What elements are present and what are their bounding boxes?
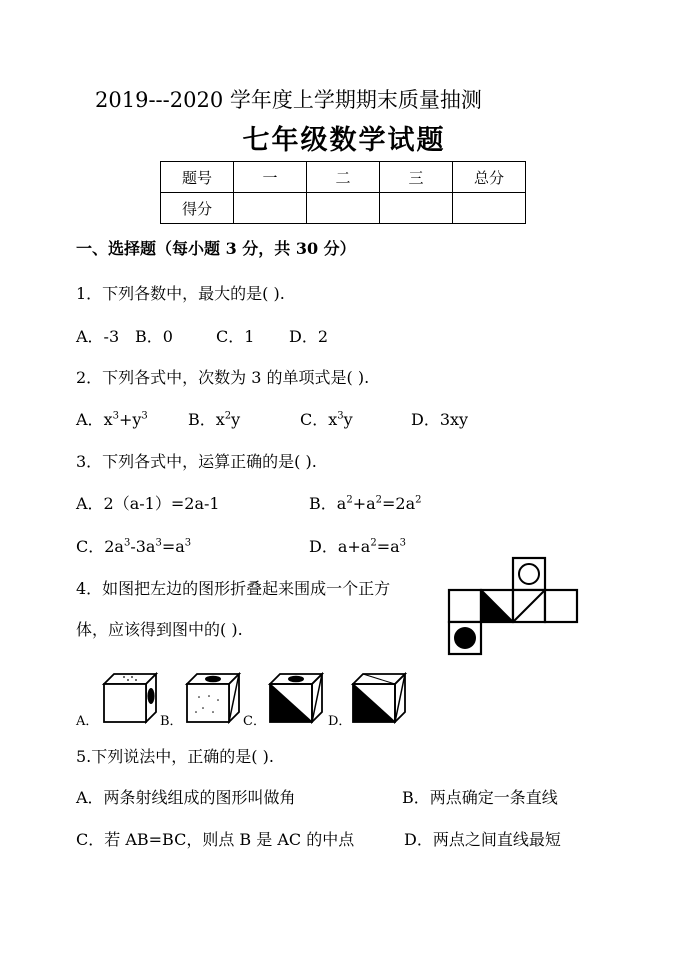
question-1-option-c: C．1: [216, 327, 255, 346]
exponent: 3: [399, 537, 407, 549]
expr-part: y: [343, 410, 353, 429]
question-2-option-c: [300, 407, 353, 430]
question-3-option-d: [309, 534, 406, 557]
question-1-option-d: D．2: [289, 327, 329, 346]
score-cell: 总分: [453, 162, 526, 193]
cube-option-a-figure: [102, 672, 160, 724]
question-1-option-a: A．-3: [76, 327, 120, 346]
option-label: B．: [309, 494, 337, 513]
option-label: D．: [411, 410, 440, 429]
cube-option-c-figure: [268, 672, 326, 724]
cube-option-b-figure: [185, 672, 243, 724]
expr-part: =a: [161, 537, 185, 556]
score-cell: 一: [234, 162, 307, 193]
question-4-stem-line1: 4．如图把左边的图形折叠起来围成一个正方: [76, 579, 391, 598]
exponent: 3: [123, 537, 131, 549]
score-table-score-row: [161, 193, 526, 224]
score-cell: 三: [380, 162, 453, 193]
option-label: D．: [309, 537, 338, 556]
expr-part: a+a: [337, 537, 371, 556]
question-2-stem: 2．下列各式中，次数为 3 的单项式是( ).: [76, 368, 370, 387]
exponent: 2: [415, 494, 422, 506]
expr-part: -3a: [130, 537, 156, 556]
question-3-option-b: [309, 491, 422, 514]
question-5-stem: 5.下列说法中，正确的是( ).: [76, 747, 274, 766]
section-heading: 一、选择题（每小题 3 分，共 30 分）: [76, 239, 356, 258]
exam-header-title: 2019---2020 学年度上学期期末质量抽测: [95, 88, 482, 112]
exam-subtitle: 七年级数学试题: [242, 125, 446, 156]
exponent: 2: [346, 494, 353, 506]
question-1-option-b: B．0: [135, 327, 173, 346]
question-4-option-c-label: C．: [243, 714, 266, 729]
exponent: 3: [112, 410, 119, 422]
expr-part: =a: [376, 537, 400, 556]
expr-part: +a: [352, 494, 376, 513]
cube-net-figure: [447, 557, 582, 657]
question-3-stem: 3．下列各式中，运算正确的是( ).: [76, 452, 317, 471]
question-5-option-a: A．两条射线组成的图形叫做角: [76, 788, 296, 807]
question-4-stem-line2: 体，应该得到图中的( ).: [76, 620, 243, 639]
expr-part: 2a: [104, 537, 124, 556]
score-cell: 题号: [161, 162, 234, 193]
expr-part: =2a: [382, 494, 416, 513]
score-table-header-row: [161, 162, 526, 193]
expr-part: x: [328, 410, 338, 429]
option-label: C．: [76, 537, 105, 556]
question-3-option-c: [76, 534, 191, 557]
question-2-option-a: [76, 407, 148, 430]
exponent: 2: [224, 410, 232, 422]
exponent: 2: [370, 537, 377, 549]
exponent: 3: [337, 410, 344, 422]
option-label: A．: [76, 410, 104, 429]
exponent: 2: [375, 494, 383, 506]
score-cell: 得分: [161, 193, 234, 224]
question-4-option-a-label: A．: [76, 714, 99, 729]
question-5-option-b: B．两点确定一条直线: [402, 788, 558, 807]
expr-part: x: [215, 410, 225, 429]
expr-part: a: [336, 494, 347, 513]
score-table: [160, 161, 526, 224]
expr-part: 3xy: [439, 410, 469, 429]
question-4-option-d-label: D．: [328, 714, 352, 729]
exponent: 3: [184, 537, 192, 549]
score-input-cell[interactable]: [307, 193, 380, 224]
question-3-option-a: A．2（a-1）=2a-1: [76, 494, 220, 513]
score-input-cell[interactable]: [453, 193, 526, 224]
exponent: 3: [141, 410, 148, 422]
score-input-cell[interactable]: [234, 193, 307, 224]
exponent: 3: [155, 537, 162, 549]
score-input-cell[interactable]: [380, 193, 453, 224]
question-5-option-d: D．两点之间直线最短: [404, 830, 561, 849]
question-1-stem: 1．下列各数中，最大的是( ).: [76, 284, 285, 303]
cube-option-d-figure: [351, 672, 409, 724]
expr-part: y: [231, 410, 241, 429]
score-cell: 二: [307, 162, 380, 193]
question-5-option-c: C．若 AB=BC，则点 B 是 AC 的中点: [76, 830, 355, 849]
question-2-option-d: [411, 407, 468, 430]
option-label: C．: [300, 410, 329, 429]
expr-part: +y: [118, 410, 142, 429]
option-label: B．: [188, 410, 216, 429]
expr-part: x: [103, 410, 113, 429]
question-2-option-b: [188, 407, 240, 430]
question-4-option-b-label: B．: [160, 714, 183, 729]
